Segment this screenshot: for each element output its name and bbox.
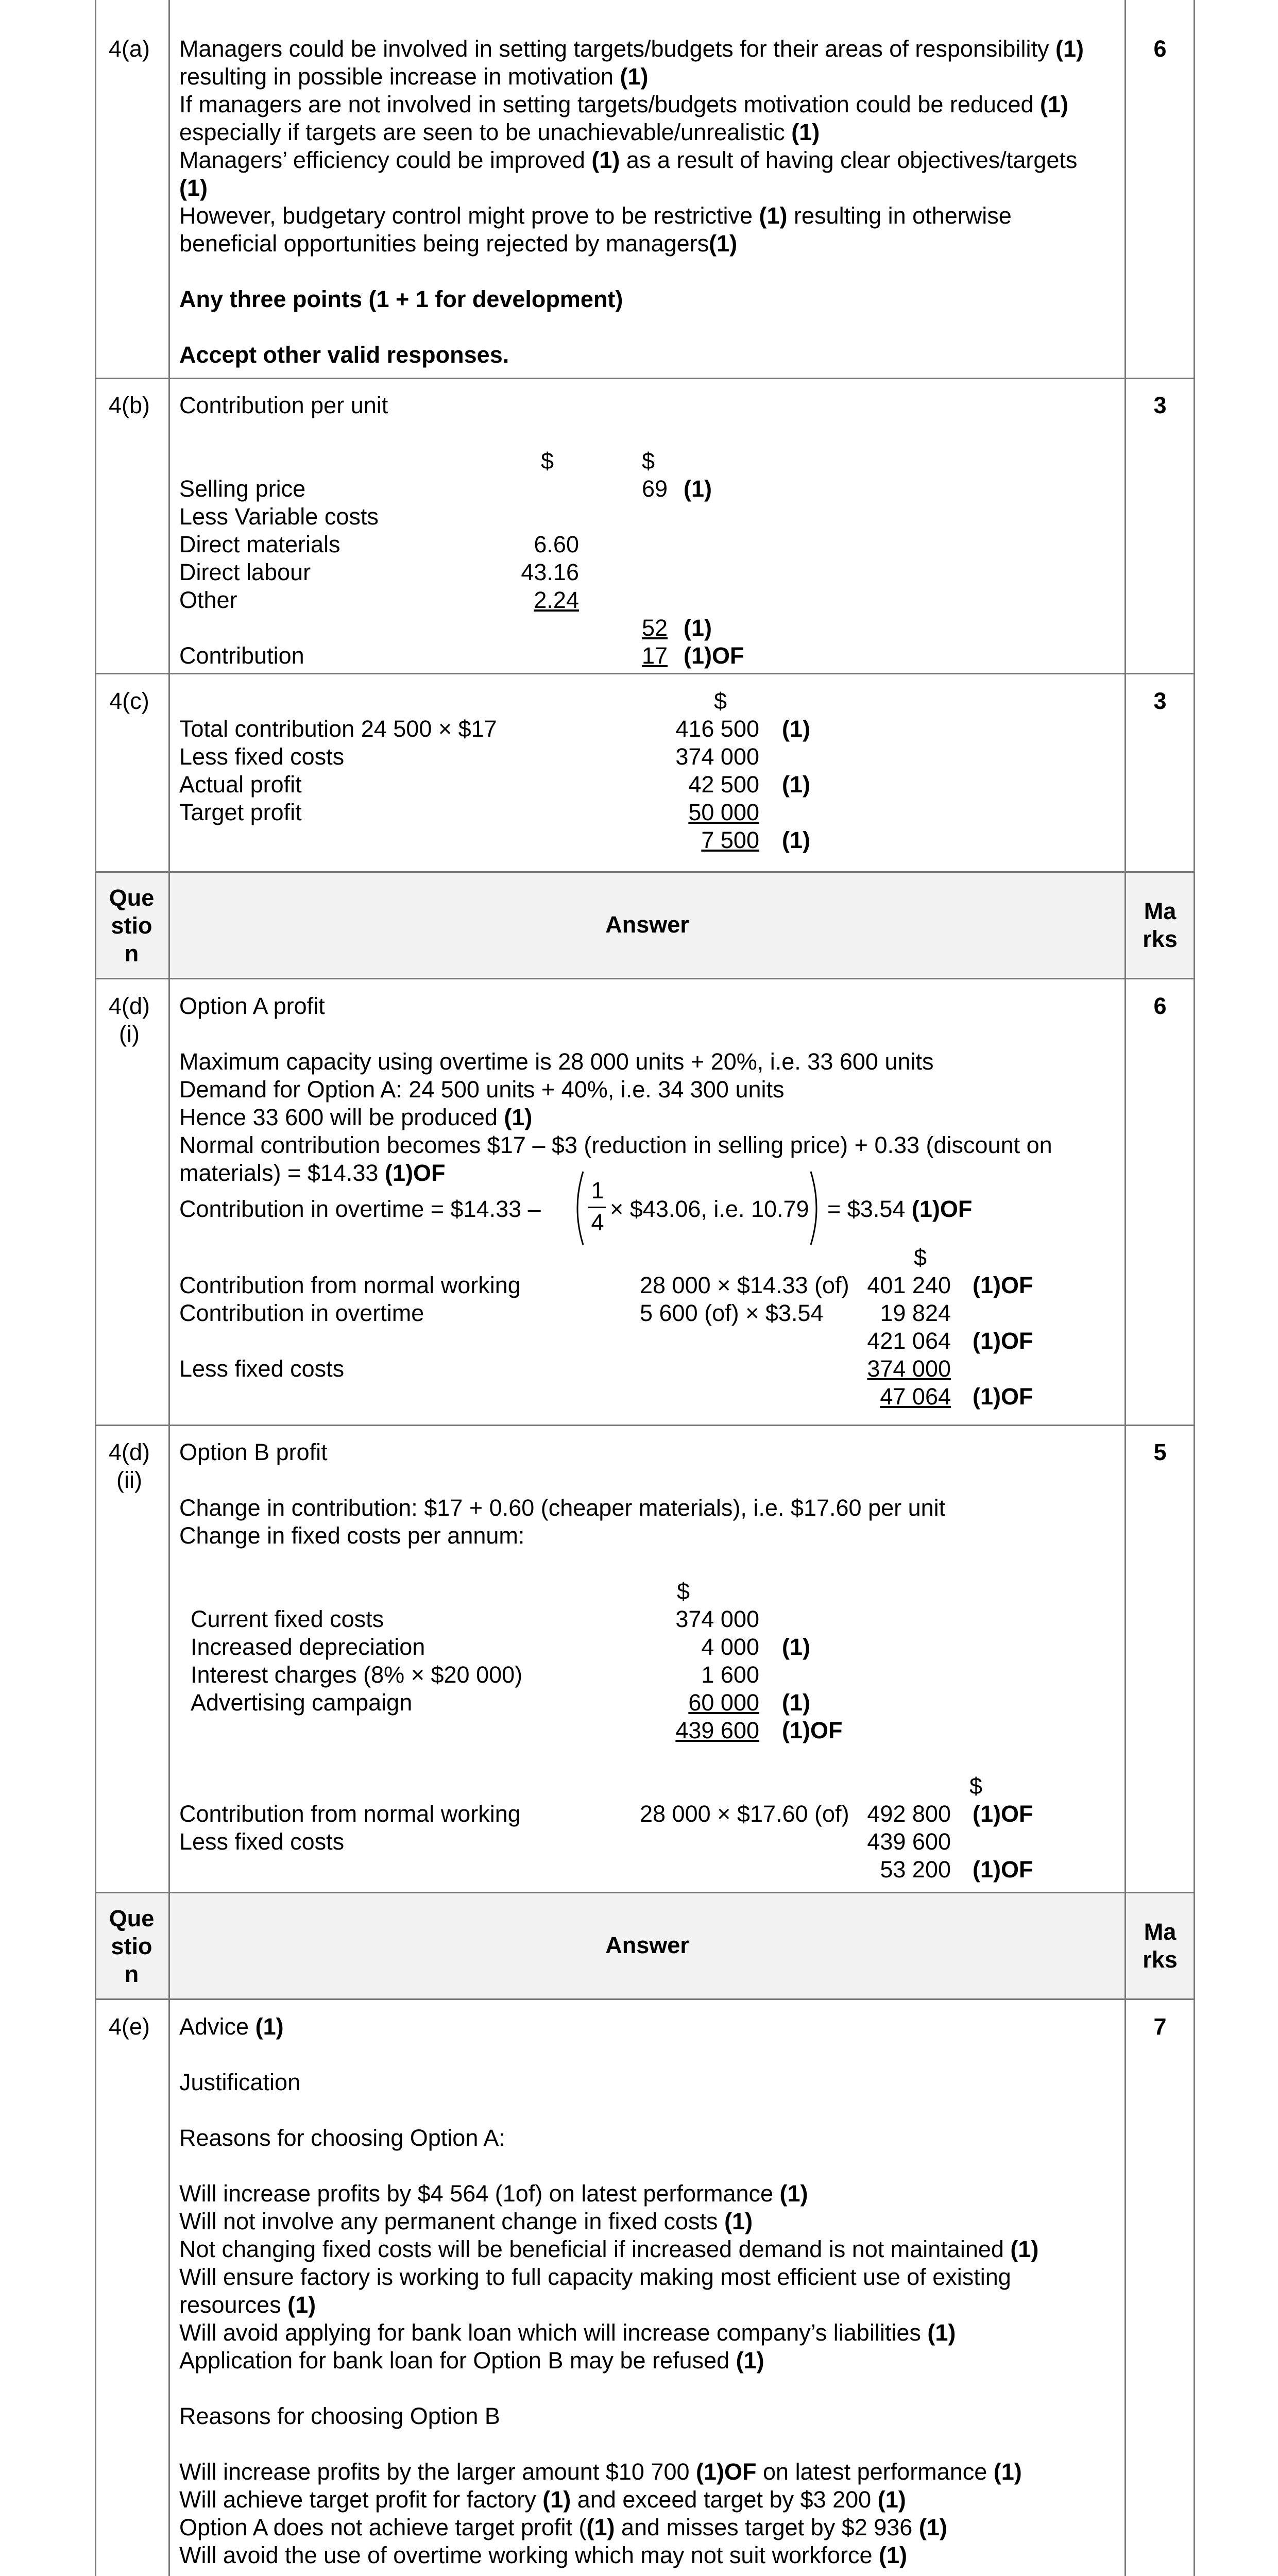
answer-line: Change in fixed costs per annum: — [179, 1522, 525, 1549]
line-value: 52 — [642, 615, 668, 641]
marks-value: 3 — [1153, 392, 1167, 418]
answer-line: Will increase profits by the larger amount $10 700 (1)OF on latest performance (1) — [179, 2459, 1022, 2485]
formula-text: × $43.06, i.e. 10.79 — [610, 1196, 809, 1222]
fraction-numerator: 1 — [591, 1177, 604, 1204]
line-label: Contribution in overtime — [179, 1300, 424, 1326]
header-answer: Answer — [605, 911, 689, 938]
row-divider — [95, 1892, 1195, 1893]
question-number: 4(d) — [108, 993, 150, 1019]
mark-token: (1) — [782, 827, 810, 853]
formula-text: Contribution in overtime = $14.33 – — [179, 1196, 541, 1222]
line-label: Current fixed costs — [191, 1606, 384, 1632]
header-question: Que stio n — [109, 885, 155, 967]
answer-heading: Justification — [179, 2069, 301, 2095]
header-answer: Answer — [605, 1932, 689, 1958]
line-value: 43.16 — [521, 559, 579, 585]
marking-guidance: Accept other valid responses. — [179, 342, 509, 368]
line-method: 28 000 × $14.33 (of) — [640, 1272, 849, 1298]
currency-header: $ — [969, 1773, 983, 1799]
line-label: Less fixed costs — [179, 743, 345, 770]
line-value: 53 200 — [880, 1856, 951, 1883]
line-label: Increased depreciation — [191, 1634, 425, 1660]
mark-token: (1) — [684, 615, 712, 641]
answer-line: Hence 33 600 will be produced (1) — [179, 1104, 533, 1130]
answer-heading: Reasons for choosing Option A: — [179, 2125, 505, 2151]
answer-heading: Option B profit — [179, 1439, 328, 1465]
mark-token: (1) — [782, 1689, 810, 1716]
line-value: 439 600 — [867, 1828, 951, 1855]
line-label: Direct labour — [179, 559, 311, 585]
fraction-bar — [588, 1207, 606, 1208]
line-value: 1 600 — [701, 1662, 759, 1688]
question-number: 4(d) — [108, 1439, 150, 1465]
column-divider — [1124, 0, 1126, 2576]
mark-token: (1)OF — [973, 1272, 1033, 1298]
line-value: 17 — [642, 642, 668, 669]
answer-line: Managers could be involved in setting targets/budgets for their areas of responsibility (1) — [179, 36, 1084, 62]
answer-line: Maximum capacity using overtime is 28 000 units + 20%, i.e. 33 600 units — [179, 1048, 934, 1075]
line-label: Interest charges (8% × $20 000) — [191, 1662, 523, 1688]
line-value: 401 240 — [867, 1272, 951, 1298]
answer-line: Not changing fixed costs will be beneficial if increased demand is not maintained (1) — [179, 2236, 1039, 2262]
answer-line: Will increase profits by $4 564 (1of) on latest performance (1) — [179, 2180, 808, 2207]
answer-line: Will avoid applying for bank loan which will increase company’s liabilities (1) — [179, 2319, 956, 2346]
line-label: Actual profit — [179, 771, 302, 798]
line-label: Less fixed costs — [179, 1828, 345, 1855]
line-value: 2.24 — [534, 587, 579, 613]
currency-header: $ — [914, 1244, 927, 1270]
line-value: 60 000 — [688, 1689, 759, 1716]
currency-header: $ — [642, 448, 655, 474]
answer-line: Will avoid the use of overtime working which may not suit workforce (1) — [179, 2542, 908, 2568]
line-label: Contribution from normal working — [179, 1272, 521, 1298]
line-method: 5 600 (of) × $3.54 — [640, 1300, 824, 1326]
row-divider — [95, 1425, 1195, 1426]
header-marks: Ma rks — [1143, 898, 1178, 952]
line-method: 28 000 × $17.60 (of) — [640, 1801, 849, 1827]
line-value: 4 000 — [701, 1634, 759, 1660]
mark-token: (1) — [782, 716, 810, 742]
currency-header: $ — [541, 448, 554, 474]
row-divider — [95, 378, 1195, 379]
line-value: 374 000 — [675, 743, 759, 770]
marks-value: 5 — [1153, 1439, 1167, 1465]
header-marks: Ma rks — [1143, 1919, 1178, 1973]
currency-header: $ — [677, 1578, 690, 1604]
answer-line: Managers’ efficiency could be improved (1) as a result of having clear objectives/targets — [179, 147, 1078, 173]
question-number-sub: (i) — [119, 1021, 140, 1047]
answer-line: Demand for Option A: 24 500 units + 40%, i.e. 34 300 units — [179, 1076, 785, 1103]
line-value: 416 500 — [675, 716, 759, 742]
answer-line: Change in contribution: $17 + 0.60 (cheaper materials), i.e. $17.60 per unit — [179, 1495, 946, 1521]
mark-token: (1)OF — [973, 1383, 1033, 1410]
close-paren — [809, 1170, 824, 1247]
open-paren — [570, 1170, 585, 1247]
mark-token: (1)OF — [684, 642, 744, 669]
line-label: Selling price — [179, 476, 306, 502]
line-value: 19 824 — [880, 1300, 951, 1326]
mark-token: (1) — [684, 476, 712, 502]
answer-line: resources (1) — [179, 2292, 316, 2318]
answer-line: Advice (1) — [179, 2013, 284, 2040]
question-number: 4(e) — [108, 2013, 150, 2040]
row-divider — [95, 1998, 1195, 2000]
formula-result: = $3.54 (1)OF — [827, 1196, 973, 1222]
line-value: 439 600 — [675, 1717, 759, 1743]
question-number: 4(a) — [108, 36, 150, 62]
line-value: 50 000 — [688, 799, 759, 825]
answer-heading: Contribution per unit — [179, 392, 388, 418]
answer-line: especially if targets are seen to be unachievable/unrealistic (1) — [179, 119, 820, 145]
answer-line: If managers are not involved in setting targets/budgets motivation could be reduced (1) — [179, 91, 1068, 117]
marks-value: 6 — [1153, 36, 1167, 62]
mark-token: (1)OF — [973, 1856, 1033, 1883]
marks-value: 6 — [1153, 993, 1167, 1019]
answer-line: Will achieve target profit for factory (1) and exceed target by $3 200 (1) — [179, 2486, 906, 2513]
mark-token: (1) — [179, 175, 208, 201]
currency-header: $ — [714, 688, 727, 714]
answer-line: materials) = $14.33 (1)OF — [179, 1160, 446, 1186]
line-label: Target profit — [179, 799, 302, 825]
line-value: 374 000 — [867, 1355, 951, 1382]
line-label: Other — [179, 587, 237, 613]
row-divider — [95, 673, 1195, 674]
marking-guidance: Any three points (1 + 1 for development) — [179, 286, 623, 312]
mark-token: (1) — [782, 1634, 810, 1660]
line-value: 7 500 — [701, 827, 759, 853]
question-number-sub: (ii) — [116, 1467, 142, 1493]
line-value: 492 800 — [867, 1801, 951, 1827]
line-value: 6.60 — [534, 531, 579, 557]
mark-token: (1) — [782, 771, 810, 798]
header-question: Que stio n — [109, 1905, 155, 1987]
answer-line: Option A does not achieve target profit ((1) and misses target by $2 936 (1) — [179, 2514, 947, 2540]
line-label: Advertising campaign — [191, 1689, 413, 1716]
line-label: Less fixed costs — [179, 1355, 345, 1382]
answer-line: beneficial opportunities being rejected by managers(1) — [179, 230, 738, 257]
line-label: Less Variable costs — [179, 503, 379, 530]
marks-value: 3 — [1153, 688, 1167, 714]
answer-line: Normal contribution becomes $17 – $3 (reduction in selling price) + 0.33 (discount on — [179, 1132, 1052, 1158]
answer-line: resulting in possible increase in motivation (1) — [179, 63, 649, 90]
line-value: 374 000 — [675, 1606, 759, 1632]
line-value: 42 500 — [688, 771, 759, 798]
line-label: Direct materials — [179, 531, 340, 557]
answer-line: Will not involve any permanent change in fixed costs (1) — [179, 2208, 753, 2234]
line-label: Contribution — [179, 642, 304, 669]
answer-line: Will ensure factory is working to full capacity making most efficient use of existing — [179, 2264, 1011, 2290]
answer-heading: Reasons for choosing Option B — [179, 2403, 500, 2429]
answer-line: Application for bank loan for Option B may be refused (1) — [179, 2347, 764, 2374]
mark-token: (1)OF — [973, 1801, 1033, 1827]
column-divider — [168, 0, 170, 2576]
answer-line: However, budgetary control might prove to be restrictive (1) resulting in otherwise — [179, 202, 1012, 229]
mark-token: (1)OF — [973, 1328, 1033, 1354]
fraction-denominator: 4 — [591, 1209, 604, 1235]
line-label: Contribution from normal working — [179, 1801, 521, 1827]
line-value: 421 064 — [867, 1328, 951, 1354]
row-divider — [95, 871, 1195, 873]
line-value: 69 — [642, 476, 668, 502]
question-number: 4(b) — [108, 392, 150, 418]
line-value: 47 064 — [880, 1383, 951, 1410]
marks-value: 7 — [1153, 2013, 1167, 2040]
answer-heading: Option A profit — [179, 993, 325, 1019]
row-divider — [95, 978, 1195, 979]
question-number: 4(c) — [109, 688, 149, 714]
line-label: Total contribution 24 500 × $17 — [179, 716, 497, 742]
mark-token: (1)OF — [782, 1717, 843, 1743]
